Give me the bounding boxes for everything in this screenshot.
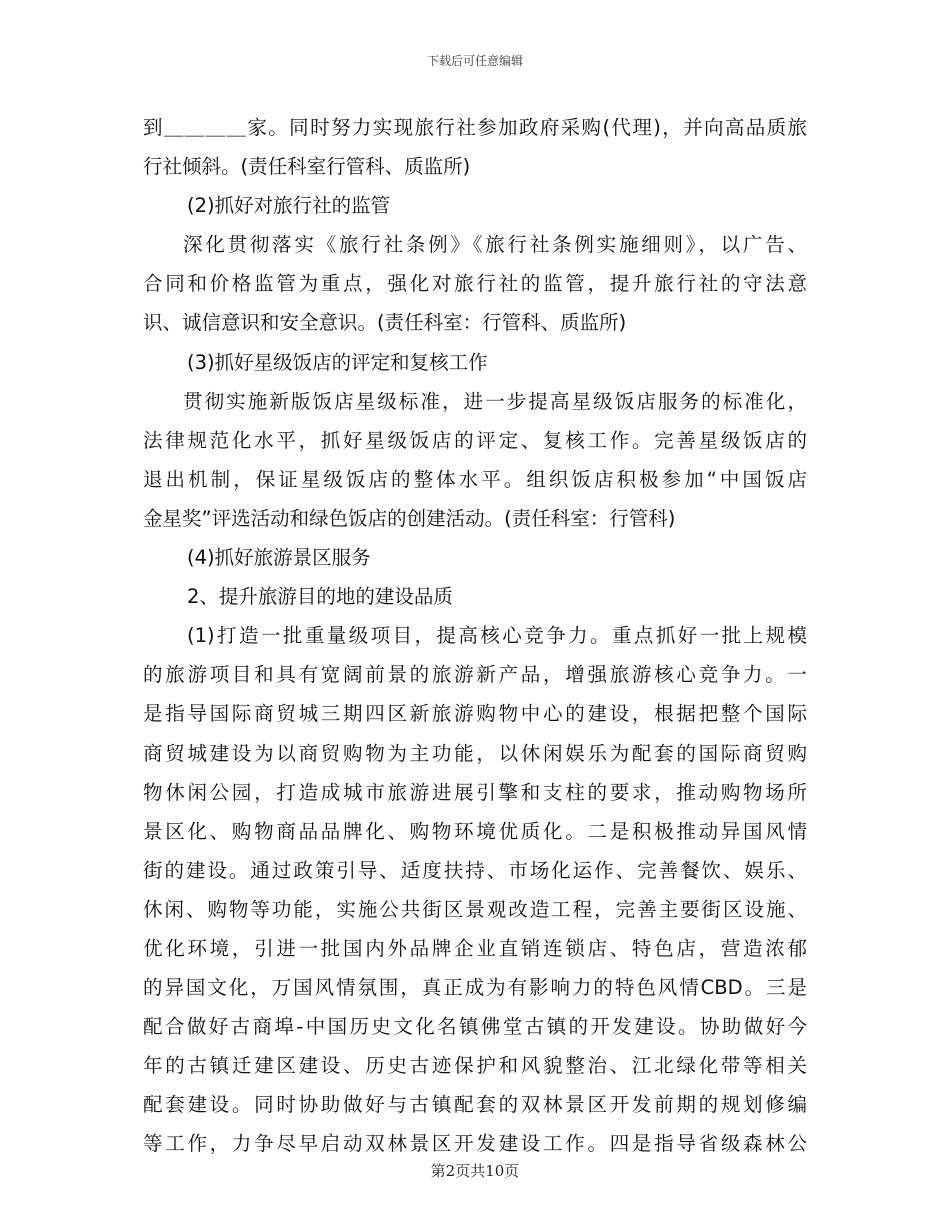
document-body xyxy=(143,108,807,1164)
paragraph-line: 商贸城建设为以商贸购物为主功能，以休闲娱乐为配套的国际商贸购 xyxy=(143,741,807,765)
paragraph-line: 配合做好古商埠-中国历史文化名镇佛堂古镇的开发建设。协助做好今 xyxy=(143,1015,807,1039)
page-number: 第2页共10页 xyxy=(430,1162,520,1180)
page-header: 下载后可任意编辑 xyxy=(426,54,523,68)
paragraph-line: 街的建设。通过政策引导、适度扶持、市场化运作、完善餐饮、娱乐、 xyxy=(143,858,807,882)
paragraph-line: 年的古镇迁建区建设、历史古迹保护和风貌整治、江北绿化带等相关 xyxy=(143,1054,807,1078)
paragraph-line: 金星奖”评选活动和绿色饭店的创建活动。(责任科室：行管科) xyxy=(143,506,676,530)
section-heading: (3)抓好星级饭店的评定和复核工作 xyxy=(187,350,488,374)
section-heading: (2)抓好对旅行社的监管 xyxy=(187,194,391,218)
paragraph-line: 景区化、购物商品品牌化、购物环境优质化。二是积极推动异国风情 xyxy=(143,819,807,843)
paragraph-line: 的旅游项目和具有宽阔前景的旅游新产品，增强旅游核心竞争力。一 xyxy=(143,663,807,687)
paragraph-line: 合同和价格监管为重点，强化对旅行社的监管，提升旅行社的守法意 xyxy=(143,272,807,296)
paragraph-line: 等工作，力争尽早启动双林景区开发建设工作。四是指导省级森林公 xyxy=(143,1132,807,1156)
paragraph-line: 休闲、购物等功能，实施公共街区景观改造工程，完善主要街区设施、 xyxy=(143,897,807,921)
paragraph-line: 物休闲公园，打造成城市旅游进展引擎和支柱的要求，推动购物场所 xyxy=(143,780,807,804)
paragraph-line: 深化贯彻落实《旅行社条例》《旅行社条例实施细则》，以广告、 xyxy=(183,233,807,257)
paragraph-line: 行社倾斜。(责任科室行管科、质监所) xyxy=(143,155,471,179)
paragraph-line: (1)打造一批重量级项目，提高核心竞争力。重点抓好一批上规模 xyxy=(187,624,807,648)
paragraph-line: 到＿＿＿＿家。同时努力实现旅行社参加政府采购(代理)，并向高品质旅 xyxy=(143,116,807,139)
paragraph-line: 识、诚信意识和安全意识。(责任科室：行管科、质监所) xyxy=(143,311,627,335)
paragraph-line: 贯彻实施新版饭店星级标准，进一步提高星级饭店服务的标准化， xyxy=(183,389,807,413)
paragraph-line: 法律规范化水平，抓好星级饭店的评定、复核工作。完善星级饭店的 xyxy=(143,428,807,452)
section-heading: 2、提升旅游目的地的建设品质 xyxy=(187,585,453,609)
paragraph-line: 配套建设。同时协助做好与古镇配套的双林景区开发前期的规划修编 xyxy=(143,1093,807,1117)
paragraph-line: 优化环境，引进一批国内外品牌企业直销连锁店、特色店，营造浓郁 xyxy=(143,936,807,960)
section-heading: (4)抓好旅游景区服务 xyxy=(187,546,371,570)
paragraph-line: 是指导国际商贸城三期四区新旅游购物中心的建设，根据把整个国际 xyxy=(143,702,807,726)
paragraph-line: 退出机制，保证星级饭店的整体水平。组织饭店积极参加“中国饭店 xyxy=(143,467,807,491)
paragraph-line: 的异国文化，万国风情氛围，真正成为有影响力的特色风情CBD。三是 xyxy=(143,976,807,1000)
